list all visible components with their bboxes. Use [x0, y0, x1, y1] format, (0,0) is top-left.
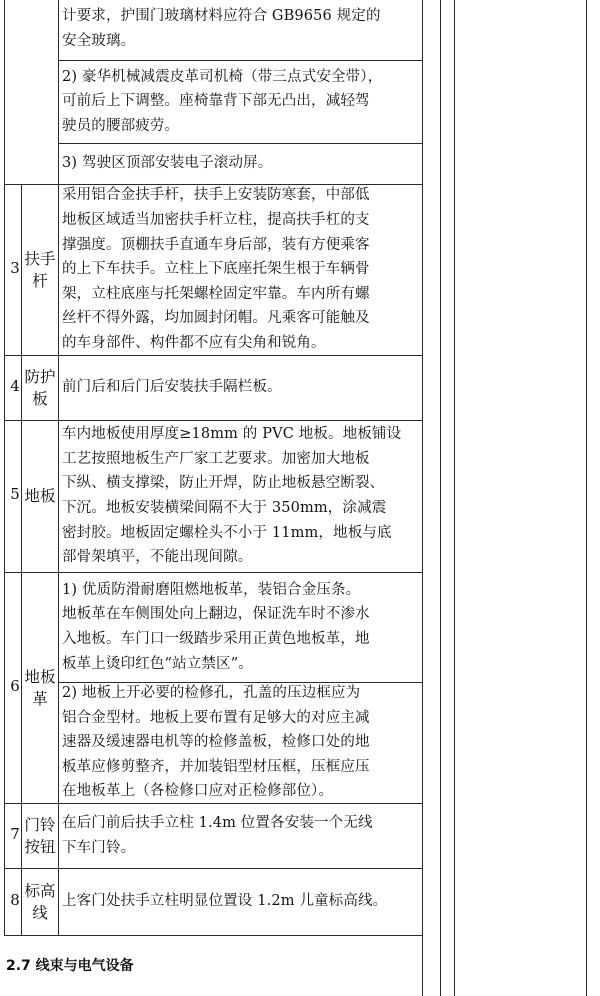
requirement-text-line: 安全玻璃。 — [62, 32, 136, 49]
requirement-text-line: 2) 豪华机械减震皮革司机椅（带三点式安全带）， — [62, 68, 383, 85]
row-item-label: 杆 — [32, 271, 48, 290]
requirement-text-line: 2) 地板上开必要的检修孔，孔盖的压边框应为 — [62, 685, 361, 701]
requirement-text-line: 在后门前后扶手立柱 1.4m 位置各安装一个无线 — [62, 814, 373, 831]
table-vertical-rule — [586, 0, 587, 996]
requirement-text-line: 采用铝合金扶手杆，扶手上安装防寒套，中部低 — [62, 187, 370, 204]
requirement-text-line: 下纵、横支撑梁，防止开焊，防止地板悬空断裂、 — [62, 475, 385, 492]
requirement-text-line: 可前后上下调整。座椅靠背下部无凸出，减轻驾 — [62, 93, 370, 110]
requirement-text-line: 下沉。地板安装横梁间隔不大于 350mm，涂减震 — [62, 500, 387, 516]
requirement-text-line: 的车身部件、构件都不应有尖角和锐角。 — [62, 335, 326, 351]
table-vertical-rule — [58, 0, 59, 935]
row-item-label: 线 — [32, 903, 48, 922]
requirement-text-line: 铝合金型材。地板上要布置有足够大的对应主减 — [62, 709, 370, 726]
requirement-text-line: 驶员的腰部疲劳。 — [62, 117, 180, 134]
row-number: 5 — [10, 485, 20, 503]
row-item-label: 革 — [32, 689, 48, 708]
row-item-label: 地板 — [24, 487, 56, 505]
requirement-text-line: 前门后和后门后安装扶手隔栏板。 — [62, 379, 282, 396]
requirement-text-line: 密封胶。地板固定螺栓头不小于 11mm，地板与底 — [62, 524, 392, 541]
section-heading: 2.7 线束与电气设备 — [6, 958, 134, 974]
table-horizontal-rule — [4, 572, 423, 573]
row-item-label: 按钮 — [24, 837, 56, 856]
table-horizontal-rule — [4, 868, 423, 869]
row-item-label: 防护 — [24, 367, 56, 386]
row-item-label: 板 — [32, 389, 48, 408]
row-item-label: 地板 — [24, 667, 56, 686]
row-number: 8 — [10, 890, 20, 909]
row-item-label: 门铃 — [24, 815, 56, 834]
requirement-text-line: 上客门处扶手立柱明显位置设 1.2m 儿童标高线。 — [62, 893, 388, 910]
requirement-text-line: 3) 驾驶区顶部安装电子滚动屏。 — [62, 155, 273, 172]
table-vertical-rule — [422, 0, 423, 996]
table-vertical-rule — [454, 0, 455, 996]
row-number: 6 — [10, 676, 20, 695]
row-item-label: 扶手 — [24, 249, 56, 268]
requirement-text-line: 的上下车扶手。立柱上下底座托架生根于车辆骨 — [62, 261, 370, 278]
table-vertical-rule — [440, 0, 441, 996]
requirement-text-line: 架，立柱底座与托架螺栓固定牢靠。车内所有螺 — [62, 285, 370, 302]
row-number: 3 — [10, 258, 20, 277]
row-item-label: 标高 — [24, 881, 56, 900]
requirement-text-line: 工艺按照地板生产厂家工艺要求。加密加大地板 — [62, 450, 370, 467]
table-horizontal-rule — [4, 420, 423, 421]
table-horizontal-rule — [58, 143, 423, 144]
requirement-text-line: 地板区域适当加密扶手杆立柱，提高扶手杠的支 — [62, 212, 370, 228]
requirement-text-line: 下车门铃。 — [62, 839, 136, 856]
requirement-text-line: 地板革在车侧围处向上翻边，保证洗车时不渗水 — [62, 606, 370, 623]
row-number: 7 — [10, 824, 20, 843]
requirement-text-line: 计要求，护围门玻璃材料应符合 GB9656 规定的 — [62, 8, 381, 24]
requirement-text-line: 速器及缓速器电机等的检修盖板，检修口处的地 — [62, 734, 370, 751]
table-horizontal-rule — [58, 60, 423, 61]
requirement-text-line: 在地板革上（各检修口应对正检修部位）。 — [62, 783, 334, 800]
requirement-text-line: 部骨架填平，不能出现间隙。 — [62, 549, 253, 566]
requirement-text-line: 板革应修剪整齐，并加装铝型材压框，压框应压 — [62, 758, 370, 775]
row-number: 4 — [10, 376, 20, 395]
requirement-text-line: 车内地板使用厚度≥18mm 的 PVC 地板。地板铺设 — [62, 426, 402, 443]
requirement-text-line: 板革上烫印红色“站立禁区”。 — [62, 655, 253, 672]
requirement-text-line: 1) 优质防滑耐磨阻燃地板革，装铝合金压条。 — [62, 581, 361, 598]
table-horizontal-rule — [4, 935, 423, 936]
requirement-text-line: 丝杆不得外露，均加圆封闭帽。凡乘客可能触及 — [62, 310, 370, 327]
table-vertical-rule — [4, 0, 5, 935]
requirement-text-line: 入地板。车门口一级踏步采用正黄色地板革，地 — [62, 631, 370, 647]
requirement-text-line: 撑强度。顶棚扶手直通车身后部，装有方便乘客 — [62, 236, 370, 253]
